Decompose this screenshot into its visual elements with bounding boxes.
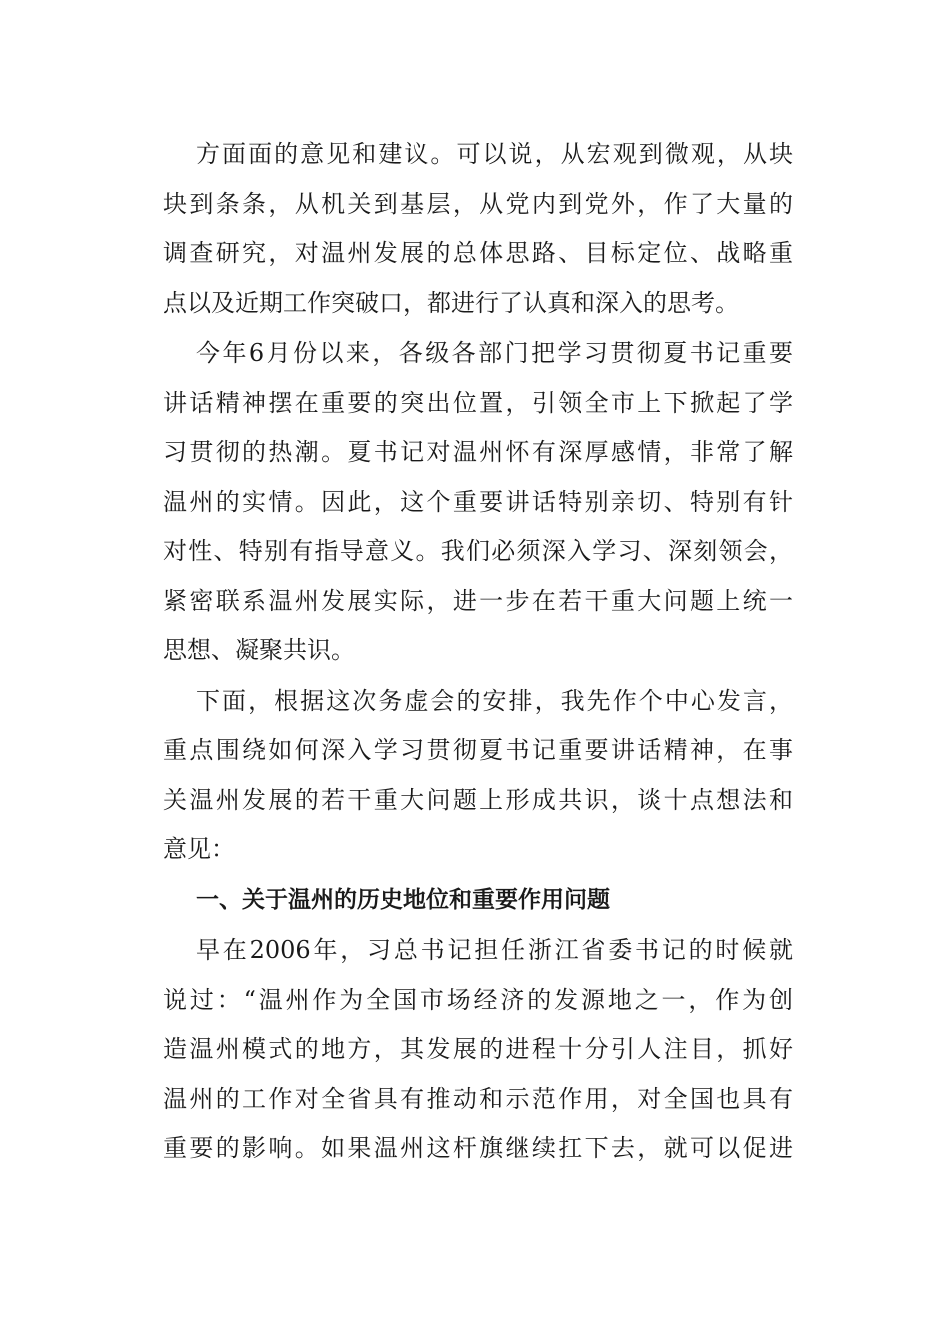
text-line: 方面面的意见和建议。可以说，从宏观到微观，从块 bbox=[196, 140, 793, 168]
text-line: 紧密联系温州发展实际，进一步在若干重大问题上统一 bbox=[163, 586, 793, 615]
paragraph-1 bbox=[163, 130, 793, 328]
text-line: 意见： bbox=[163, 835, 235, 863]
text-line: 造温州模式的地方，其发展的进程十分引人注目，抓好 bbox=[163, 1035, 793, 1063]
text-line: 早在2006年，习总书记担任浙江省委书记的时候就 bbox=[196, 936, 793, 964]
text-line: 说过：“温州作为全国市场经济的发源地之一，作为创 bbox=[163, 985, 793, 1014]
document-body bbox=[163, 130, 793, 1174]
text-line: 重要的影响。如果温州这杆旗继续扛下去，就可以促进 bbox=[163, 1134, 793, 1162]
text-line: 对性、特别有指导意义。我们必须深入学习、深刻领会， bbox=[163, 537, 793, 565]
section-heading-block bbox=[163, 876, 793, 926]
paragraph-4 bbox=[163, 926, 793, 1174]
text-line: 温州的工作对全省具有推动和示范作用，对全国也具有 bbox=[163, 1084, 793, 1113]
text-line: 点以及近期工作突破口，都进行了认真和深入的思考。 bbox=[163, 288, 739, 317]
text-line: 今年6月份以来，各级各部门把学习贯彻夏书记重要 bbox=[196, 339, 793, 367]
text-line: 讲话精神摆在重要的突出位置，引领全市上下掀起了学 bbox=[163, 388, 793, 417]
paragraph-2 bbox=[163, 329, 793, 676]
text-line: 习贯彻的热潮。夏书记对温州怀有深厚感情，非常了解 bbox=[163, 438, 793, 466]
text-line: 块到条条，从机关到基层，从党内到党外，作了大量的 bbox=[163, 189, 793, 218]
text-line: 下面，根据这次务虚会的安排，我先作个中心发言， bbox=[196, 686, 793, 715]
section-heading: 一、关于温州的历史地位和重要作用问题 bbox=[196, 886, 610, 913]
text-line: 关温州发展的若干重大问题上形成共识，谈十点想法和 bbox=[163, 785, 793, 814]
paragraph-3 bbox=[163, 677, 793, 875]
text-line: 温州的实情。因此，这个重要讲话特别亲切、特别有针 bbox=[163, 487, 793, 516]
text-line: 调查研究，对温州发展的总体思路、目标定位、战略重 bbox=[163, 239, 793, 267]
text-line: 重点围绕如何深入学习贯彻夏书记重要讲话精神，在事 bbox=[163, 736, 793, 764]
text-line: 思想、凝聚共识。 bbox=[163, 636, 355, 664]
